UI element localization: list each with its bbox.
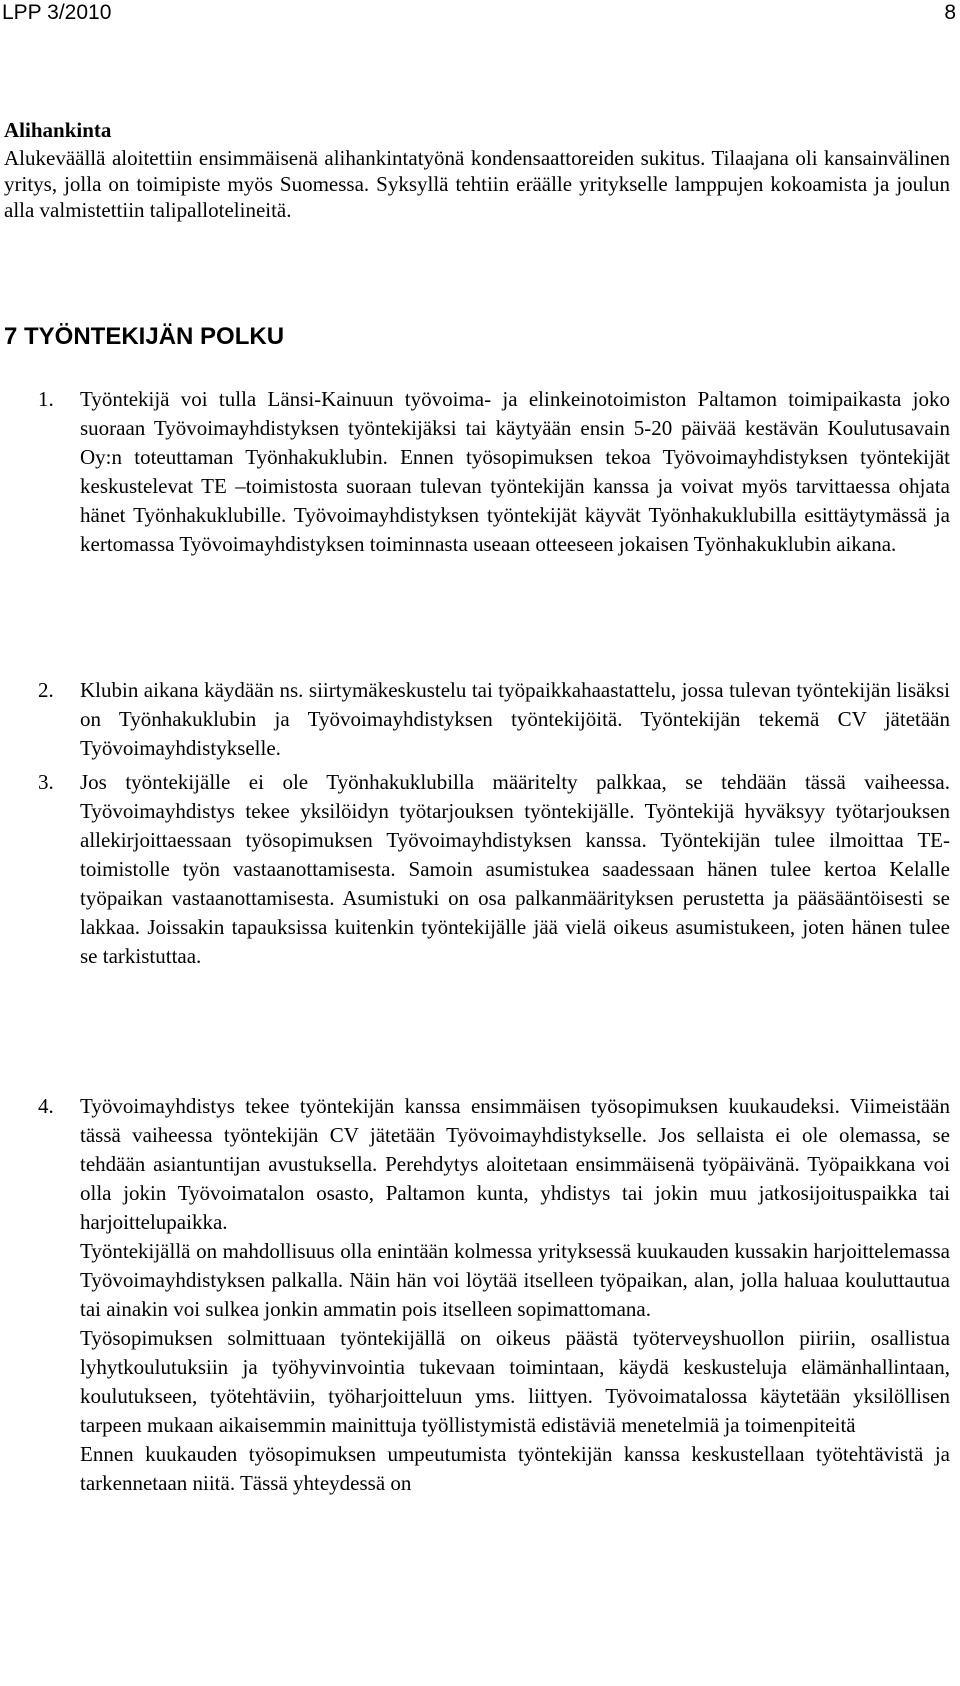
step-paragraph: Jos työntekijälle ei ole Työnhakuklubilla määritelty palkkaa, se tehdään tässä vaiheessa. Työvoimayhdistys tekee yksilöidyn työtarjouksen työntekijälle. Työntekijä hyväksyy työtarjouksen allekirjoittaessaan työsopimuksen Työvoimayhdistyksen kanssa. Työntekijän tulee ilmoittaa TE- toimistolle työn vastaanottamisesta. Samoin asumistukea saadessaan hänen tulee kertoa Kelalle työpaikan vastaanottamisesta. Asumistuki on osa palkanmäärityksen perustetta ja pääsääntöisesti se lakkaa. Joissakin tapauksissa kuitenkin työntekijälle jää vielä oikeus asumistukeen, joten hänen tulee se tarkistuttaa.	[80, 770, 950, 968]
step-body	[80, 676, 950, 763]
step-paragraph: Työntekijä voi tulla Länsi-Kainuun työvoima- ja elinkeinotoimiston Paltamon toimipaikasta joko suoraan Työvoimayhdistyksen työntekijäksi tai käytyään ensin 5-20 päivää kestävän Koulutusavain Oy:n toteuttaman Työnhakuklubin. Ennen työsopimuksen tekoa Työvoimayhdistyksen työntekijät keskustelevat TE –toimistosta suoraan tulevan työntekijän kanssa ja voivat myös tarvittaessa ohjata hänet Työnhakuklubille. Työvoimayhdistyksen työntekijät käyvät Työnhakuklubilla esittäytymässä ja kertomassa Työvoimayhdistyksen toiminnasta useaan otteeseen jokaisen Työnhakuklubin aikana.	[80, 387, 950, 556]
subcontracting-paragraph: Alukeväällä aloitettiin ensimmäisenä alihankintatyönä kondensaattoreiden sukitus. Tilaajana oli kansainvälinen yritys, jolla on toimipiste myös Suomessa. Syksyllä tehtiin eräälle yritykselle lamppujen kokoamista ja joulun alla valmistettiin talipallotelineitä.	[4, 146, 950, 222]
section-title-subcontracting: Alihankinta	[4, 118, 112, 142]
step-paragraph: Työvoimayhdistys tekee työntekijän kanssa ensimmäisen työsopimuksen kuukaudeksi. Viimeistään tässä vaiheessa työntekijän CV jätetään Työvoimayhdistykselle. Jos sellaista ei ole olemassa, se tehdään asiantuntijan avustuksella. Perehdytys aloitetaan ensimmäisenä työpäivänä. Työpaikkana voi olla jokin Työvoimatalon osasto, Paltamon kunta, yhdistys tai jokin muu jatkosijoituspaikka tai harjoittelupaikka.	[80, 1094, 950, 1234]
publication-label: LPP 3/2010	[2, 1, 112, 24]
page-header	[0, 0, 960, 30]
step-paragraph: Ennen kuukauden työsopimuksen umpeutumista työntekijän kanssa keskustellaan työtehtävistä ja tarkennetaan niitä. Tässä yhteydessä on	[80, 1442, 950, 1495]
step-paragraph: Klubin aikana käydään ns. siirtymäkeskustelu tai työpaikkahaastattelu, jossa tulevan työntekijän lisäksi on Työnhakuklubin ja Työvoimayhdistyksen työntekijöitä. Työntekijän tekemä CV jätetään Työvoimayhdistykselle.	[80, 678, 950, 760]
step-number: 4.	[38, 1094, 54, 1118]
step-number: 3.	[38, 770, 54, 794]
step-body	[80, 385, 950, 559]
step-body	[80, 768, 950, 971]
step-number: 1.	[38, 387, 54, 411]
step-paragraph: Työsopimuksen solmittuaan työntekijällä on oikeus päästä työterveyshuollon piiriin, osallistua lyhytkoulutuksiin ja työhyvinvointia tukevaan toimintaan, käydä keskusteluja elämänhallintaan, koulutukseen, työtehtäviin, työharjoitteluun yms. liittyen. Työvoimatalossa käytetään yksilöllisen tarpeen mukaan aikaisemmin mainittuja työllistymistä edistäviä menetelmiä ja toimenpiteitä	[80, 1326, 950, 1437]
step-paragraph: Työntekijällä on mahdollisuus olla enintään kolmessa yrityksessä kuukauden kussakin harjoittelemassa Työvoimayhdistyksen palkalla. Näin hän voi löytää itselleen työpaikan, alan, jolla haluaa kouluttautua tai ainakin voi sulkea jonkin ammatin pois itselleen sopimattomana.	[80, 1239, 950, 1321]
step-number: 2.	[38, 678, 54, 702]
page-number: 8	[944, 1, 956, 24]
chapter-title: 7 TYÖNTEKIJÄN POLKU	[4, 323, 285, 350]
step-body	[80, 1092, 950, 1498]
